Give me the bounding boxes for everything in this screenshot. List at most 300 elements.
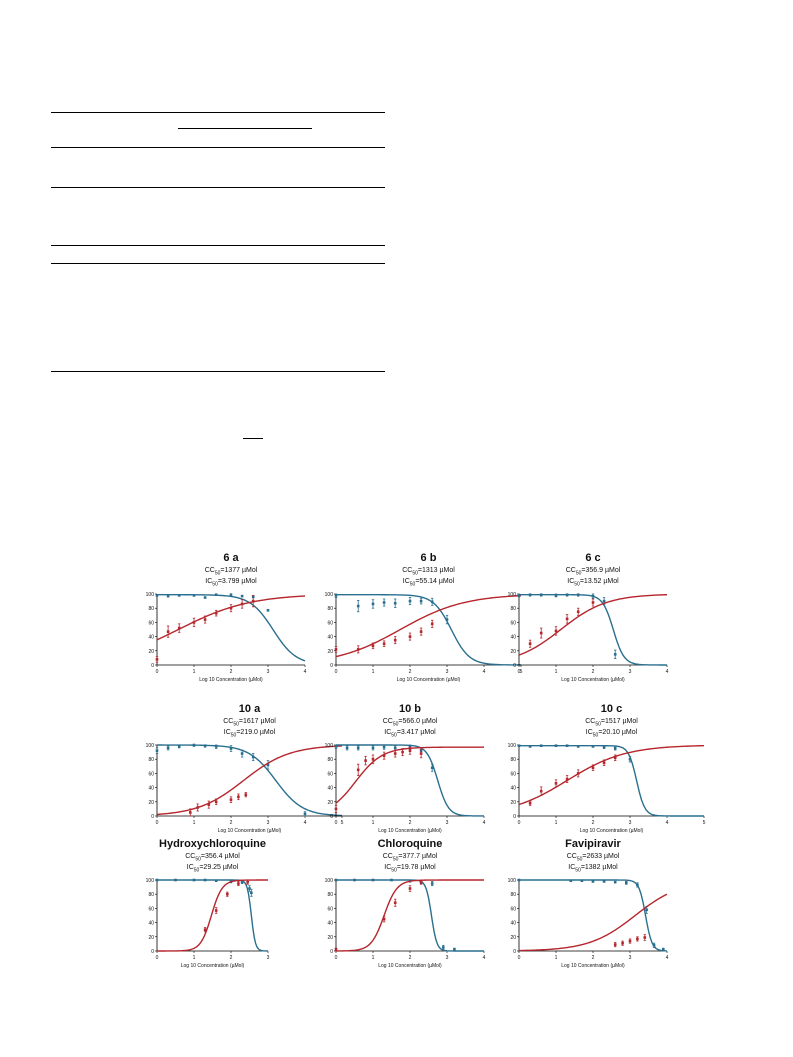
x-axis-label: Log 10 Concentration (µMol) (378, 828, 442, 834)
inhibition-point (566, 618, 569, 621)
y-tick-label: 40 (327, 920, 333, 927)
y-tick-label: 60 (327, 771, 333, 778)
cc50-label: $CC_{50}=356.9$ µMol (565, 567, 621, 577)
table2-bottom-rule (51, 371, 385, 372)
inhibition-point (230, 798, 233, 801)
x-tick-label: 3 (445, 669, 449, 675)
inhibition-point (592, 601, 595, 604)
y-tick-label: 80 (327, 606, 333, 613)
cc50-label: $CC_{50}=1617$ µMol (223, 718, 276, 728)
y-tick-label: 100 (324, 592, 333, 598)
x-tick-label: 2 (408, 820, 412, 826)
y-tick-label: 40 (510, 785, 516, 792)
cytotoxicity-point (193, 879, 196, 882)
chart-title: 6 c (585, 552, 601, 564)
x-tick-label: 2 (229, 955, 233, 961)
cytotoxicity-point (529, 745, 532, 748)
y-tick-label: 100 (145, 592, 154, 598)
cytotoxicity-point (215, 593, 218, 596)
x-axis-label: Log 10 Concentration (µMol) (579, 828, 644, 834)
chart-plot (505, 590, 675, 700)
chart-title: 10 b (398, 703, 421, 715)
x-tick-label: 4 (482, 669, 486, 675)
cytotoxicity-point (178, 594, 181, 597)
y-tick-label: 40 (327, 785, 333, 792)
x-tick-label: 0 (334, 669, 338, 675)
cc50-label: $CC_{50}=1377$ µMol (204, 567, 258, 577)
chart-plot (322, 876, 492, 986)
y-tick-label: 60 (510, 906, 516, 913)
chart-plot (505, 741, 712, 851)
x-tick-label: 2 (591, 955, 595, 961)
x-tick-label: 0 (334, 820, 338, 826)
inhibition-point (577, 610, 580, 613)
inhibition-point (383, 642, 386, 645)
x-tick-label: 0 (334, 955, 338, 961)
y-tick-label: 80 (510, 606, 516, 613)
cytotoxicity-point (603, 746, 606, 749)
x-tick-label: 3 (266, 669, 270, 675)
table-group-rule (178, 128, 312, 129)
inhibition-fit-line (519, 894, 667, 950)
y-tick-label: 100 (145, 743, 154, 749)
cytotoxicity-point (156, 879, 159, 882)
cytotoxicity-point (193, 594, 196, 597)
x-tick-label: 3 (266, 820, 270, 826)
chart-title: Hydroxychloroquine (159, 838, 266, 850)
x-axis-label: Log 10 Concentration (µMol) (561, 677, 625, 683)
cytotoxicity-point (555, 744, 558, 747)
inhibition-point (204, 928, 207, 931)
x-tick-label: 4 (665, 820, 669, 826)
inhibition-point (189, 811, 192, 814)
inhibition-point (629, 940, 632, 943)
cytotoxicity-point (252, 756, 255, 759)
cytotoxicity-point (335, 879, 338, 882)
ic50-label: $IC_{50}=3.417$ µMol (384, 729, 436, 739)
chart-panel (322, 838, 492, 978)
cytotoxicity-point (357, 605, 360, 608)
x-tick-label: 2 (408, 669, 412, 675)
y-tick-label: 0 (330, 814, 333, 820)
inhibition-point (204, 618, 207, 621)
cytotoxicity-point (614, 653, 617, 656)
ic50-label: $IC_{50}=13.52$ µMol (567, 578, 619, 588)
cytotoxicity-point (409, 600, 412, 603)
inhibition-point (394, 639, 397, 642)
inhibition-point (614, 756, 617, 759)
inhibition-point (409, 635, 412, 638)
y-tick-label: 0 (513, 949, 516, 955)
inhibition-point (409, 887, 412, 890)
x-tick-label: 2 (591, 669, 595, 675)
cytotoxicity-point (577, 745, 580, 748)
x-axis-label: Log 10 Concentration (µMol) (378, 963, 442, 969)
cc50-label: $CC_{50}=1517$ µMol (585, 718, 638, 728)
cytotoxicity-point (592, 880, 595, 883)
cytotoxicity-point (178, 745, 181, 748)
cytotoxicity-fit-line (336, 745, 484, 816)
x-tick-label: 0 (517, 820, 521, 826)
cytotoxicity-point (629, 758, 632, 761)
chart-plot (322, 741, 492, 851)
cytotoxicity-point (241, 752, 244, 755)
cytotoxicity-point (446, 618, 449, 621)
inhibition-point (529, 802, 532, 805)
y-tick-label: 40 (510, 634, 516, 641)
x-tick-label: 1 (554, 820, 558, 826)
cytotoxicity-point (603, 600, 606, 603)
cytotoxicity-point (592, 745, 595, 748)
inhibition-point (335, 948, 338, 951)
y-tick-label: 20 (510, 934, 516, 941)
cytotoxicity-point (431, 601, 434, 604)
cytotoxicity-point (420, 600, 423, 603)
y-tick-label: 80 (510, 757, 516, 764)
cytotoxicity-point (518, 879, 521, 882)
y-tick-label: 20 (148, 934, 154, 941)
inhibition-point (540, 790, 543, 793)
cytotoxicity-point (636, 884, 639, 887)
y-tick-label: 20 (148, 799, 154, 806)
y-tick-label: 60 (148, 906, 154, 913)
inhibition-point (372, 758, 375, 761)
fraction-bar (243, 438, 263, 439)
x-tick-label: 4 (665, 955, 669, 961)
inhibition-fit-line (157, 746, 342, 814)
ic50-label: $IC_{50}=19.78$ µMol (384, 864, 436, 874)
ic50-label: $IC_{50}=1382$ µMol (568, 864, 618, 874)
y-tick-label: 60 (148, 771, 154, 778)
cytotoxicity-fit-line (519, 746, 704, 816)
cytotoxicity-point (250, 891, 253, 894)
inhibition-point (431, 623, 434, 626)
inhibition-point (193, 621, 196, 624)
x-tick-label: 3 (445, 820, 449, 826)
x-tick-label: 4 (665, 669, 669, 675)
inhibition-point (237, 796, 240, 799)
cytotoxicity-point (581, 879, 584, 882)
y-tick-label: 60 (510, 620, 516, 627)
cytotoxicity-point (529, 593, 532, 596)
inhibition-fit-line (519, 746, 704, 805)
inhibition-point (215, 801, 218, 804)
ic50-label: $IC_{50}=55.14$ µMol (402, 578, 455, 588)
y-tick-label: 40 (148, 634, 154, 641)
x-tick-label: 0 (517, 669, 521, 675)
x-axis-label: Log 10 Concentration (µMol) (561, 963, 625, 969)
x-tick-label: 1 (554, 955, 558, 961)
y-tick-label: 80 (327, 892, 333, 899)
cytotoxicity-point (156, 749, 159, 752)
inhibition-fit-line (336, 596, 521, 657)
y-tick-label: 20 (327, 648, 333, 655)
inhibition-point (420, 630, 423, 633)
inhibition-point (215, 909, 218, 912)
y-tick-label: 80 (510, 892, 516, 899)
y-tick-label: 60 (327, 906, 333, 913)
y-tick-label: 100 (507, 592, 516, 598)
cytotoxicity-point (394, 747, 397, 750)
x-tick-label: 0 (155, 955, 159, 961)
ic50-label: $IC_{50}=3.799$ µMol (205, 578, 257, 588)
chart-panel (505, 838, 675, 978)
x-tick-label: 3 (628, 820, 632, 826)
chart-title: Favipiravir (565, 838, 621, 850)
cytotoxicity-point (335, 745, 338, 748)
cytotoxicity-point (614, 747, 617, 750)
cytotoxicity-point (442, 946, 445, 949)
chart-title: 10 a (238, 703, 261, 715)
cytotoxicity-point (335, 594, 338, 597)
cytotoxicity-point (431, 766, 434, 769)
cytotoxicity-point (372, 747, 375, 750)
inhibition-point (226, 893, 229, 896)
inhibition-point (566, 778, 569, 781)
inhibition-point (401, 751, 404, 754)
inhibition-point (252, 600, 255, 603)
chart-panel (143, 552, 313, 692)
cytotoxicity-point (383, 746, 386, 749)
cytotoxicity-point (167, 595, 170, 598)
y-tick-label: 20 (510, 648, 516, 655)
y-tick-label: 0 (513, 814, 516, 820)
x-tick-label: 1 (192, 955, 196, 961)
cytotoxicity-point (566, 744, 569, 747)
cytotoxicity-point (592, 595, 595, 598)
y-tick-label: 40 (148, 920, 154, 927)
x-tick-label: 4 (303, 669, 307, 675)
inhibition-point (246, 881, 249, 884)
x-tick-label: 1 (371, 669, 375, 675)
cytotoxicity-point (156, 594, 159, 597)
y-tick-label: 100 (324, 878, 333, 884)
inhibition-point (420, 881, 423, 884)
cc50-label: $CC_{50}=1313$ µMol (402, 567, 455, 577)
cytotoxicity-fit-line (157, 745, 342, 815)
y-tick-label: 0 (513, 663, 516, 669)
inhibition-point (241, 603, 244, 606)
cytotoxicity-point (570, 879, 573, 882)
chart-panel (322, 703, 492, 843)
x-tick-label: 1 (371, 820, 375, 826)
x-tick-label: 1 (371, 955, 375, 961)
inhibition-point (364, 759, 367, 762)
x-tick-label: 5 (519, 669, 523, 675)
inhibition-point (644, 936, 647, 939)
inhibition-point (383, 918, 386, 921)
y-tick-label: 20 (327, 934, 333, 941)
inhibition-point (178, 627, 181, 630)
y-tick-label: 0 (330, 949, 333, 955)
inhibition-fit-line (157, 596, 305, 640)
x-tick-label: 2 (229, 669, 233, 675)
table-row-rule (51, 187, 385, 188)
y-tick-label: 100 (145, 878, 154, 884)
y-tick-label: 0 (151, 663, 154, 669)
y-tick-label: 40 (510, 920, 516, 927)
chart-panel (322, 552, 529, 692)
inhibition-point (167, 630, 170, 633)
ic50-label: $IC_{50}=20.10$ µMol (585, 729, 638, 739)
chart-title: 6 a (223, 552, 239, 564)
inhibition-point (529, 642, 532, 645)
y-tick-label: 80 (148, 892, 154, 899)
cytotoxicity-point (453, 948, 456, 951)
cytotoxicity-point (230, 747, 233, 750)
cytotoxicity-point (174, 879, 177, 882)
cytotoxicity-point (193, 744, 196, 747)
chart-panel (505, 703, 712, 843)
inhibition-point (394, 901, 397, 904)
ic50-label: $IC_{50}=219.0$ µMol (223, 729, 276, 739)
y-tick-label: 20 (510, 799, 516, 806)
cytotoxicity-point (540, 744, 543, 747)
table-bottom-rule (51, 245, 385, 246)
cytotoxicity-point (540, 593, 543, 596)
cytotoxicity-point (372, 879, 375, 882)
cytotoxicity-point (167, 747, 170, 750)
inhibition-point (237, 882, 240, 885)
cytotoxicity-point (346, 747, 349, 750)
y-tick-label: 0 (151, 949, 154, 955)
cytotoxicity-point (383, 601, 386, 604)
inhibition-point (196, 806, 199, 809)
inhibition-point (230, 607, 233, 610)
inhibition-point (555, 630, 558, 633)
x-tick-label: 5 (340, 820, 344, 826)
cytotoxicity-point (390, 879, 393, 882)
table-header-rule (51, 147, 385, 148)
cytotoxicity-point (431, 882, 434, 885)
y-tick-label: 100 (507, 743, 516, 749)
x-tick-label: 3 (628, 955, 632, 961)
cytotoxicity-point (304, 813, 307, 816)
cytotoxicity-point (204, 596, 207, 599)
cytotoxicity-point (241, 881, 244, 884)
y-tick-label: 100 (507, 878, 516, 884)
chart-plot (505, 876, 675, 986)
inhibition-point (409, 749, 412, 752)
y-tick-label: 60 (510, 771, 516, 778)
x-tick-label: 0 (155, 820, 159, 826)
inhibition-point (614, 943, 617, 946)
ic50-label: $IC_{50}=29.25$ µMol (186, 864, 239, 874)
y-tick-label: 40 (327, 634, 333, 641)
chart-title: Chloroquine (377, 838, 443, 850)
inhibition-point (335, 648, 338, 651)
cytotoxicity-point (555, 594, 558, 597)
cc50-label: $CC_{50}=356.4$ µMol (185, 853, 240, 863)
y-tick-label: 80 (327, 757, 333, 764)
x-axis-label: Log 10 Concentration (µMol) (180, 963, 245, 969)
cytotoxicity-point (603, 880, 606, 883)
table-top-rule (51, 112, 385, 113)
inhibition-point (603, 761, 606, 764)
cytotoxicity-point (653, 944, 656, 947)
x-tick-label: 0 (517, 955, 521, 961)
inhibition-point (577, 772, 580, 775)
cytotoxicity-point (204, 744, 207, 747)
cytotoxicity-point (353, 879, 356, 882)
chart-plot (322, 590, 529, 700)
x-tick-label: 2 (591, 820, 595, 826)
x-tick-label: 2 (408, 955, 412, 961)
cytotoxicity-point (215, 879, 218, 882)
inhibition-point (540, 632, 543, 635)
chart-panel (505, 552, 675, 692)
y-tick-label: 80 (148, 606, 154, 613)
x-tick-label: 5 (702, 820, 706, 826)
cc50-label: $CC_{50}=377.7$ µMol (382, 853, 438, 863)
y-tick-label: 40 (148, 785, 154, 792)
x-tick-label: 4 (482, 820, 486, 826)
chart-title: 10 c (600, 703, 623, 715)
cytotoxicity-point (566, 593, 569, 596)
x-tick-label: 3 (445, 955, 449, 961)
cytotoxicity-point (577, 593, 580, 596)
x-axis-label: Log 10 Concentration (µMol) (396, 677, 461, 683)
y-tick-label: 20 (148, 648, 154, 655)
inhibition-point (592, 766, 595, 769)
inhibition-point (621, 942, 624, 945)
inhibition-point (156, 658, 159, 661)
table2-top-rule (51, 263, 385, 264)
x-tick-label: 4 (303, 820, 307, 826)
inhibition-point (636, 938, 639, 941)
cytotoxicity-point (241, 595, 244, 598)
y-tick-label: 0 (151, 814, 154, 820)
x-tick-label: 1 (192, 820, 196, 826)
inhibition-point (555, 782, 558, 785)
x-tick-label: 1 (554, 669, 558, 675)
chart-plot (143, 876, 276, 986)
cytotoxicity-point (614, 881, 617, 884)
x-axis-label: Log 10 Concentration (µMol) (217, 828, 282, 834)
cytotoxicity-point (518, 744, 521, 747)
cc50-label: $CC_{50}=566.0$ µMol (382, 718, 438, 728)
inhibition-point (357, 648, 360, 651)
inhibition-point (245, 793, 248, 796)
y-tick-label: 60 (327, 620, 333, 627)
cytotoxicity-point (625, 882, 628, 885)
cytotoxicity-point (230, 593, 233, 596)
cytotoxicity-point (645, 909, 648, 912)
cytotoxicity-point (215, 745, 218, 748)
x-tick-label: 3 (628, 669, 632, 675)
cytotoxicity-point (267, 609, 270, 612)
inhibition-point (215, 612, 218, 615)
inhibition-point (357, 769, 360, 772)
x-tick-label: 4 (482, 955, 486, 961)
x-tick-label: 1 (192, 669, 196, 675)
chart-plot (143, 741, 350, 851)
x-tick-label: 0 (155, 669, 159, 675)
inhibition-point (335, 808, 338, 811)
inhibition-point (383, 754, 386, 757)
y-tick-label: 0 (330, 663, 333, 669)
y-tick-label: 60 (148, 620, 154, 627)
y-tick-label: 80 (148, 757, 154, 764)
cytotoxicity-point (372, 603, 375, 606)
cc50-label: $CC_{50}=2633$ µMol (566, 853, 620, 863)
chart-panel (143, 703, 350, 843)
chart-panel (143, 838, 276, 978)
inhibition-point (372, 645, 375, 648)
cytotoxicity-point (204, 879, 207, 882)
inhibition-point (394, 752, 397, 755)
cytotoxicity-point (518, 594, 521, 597)
